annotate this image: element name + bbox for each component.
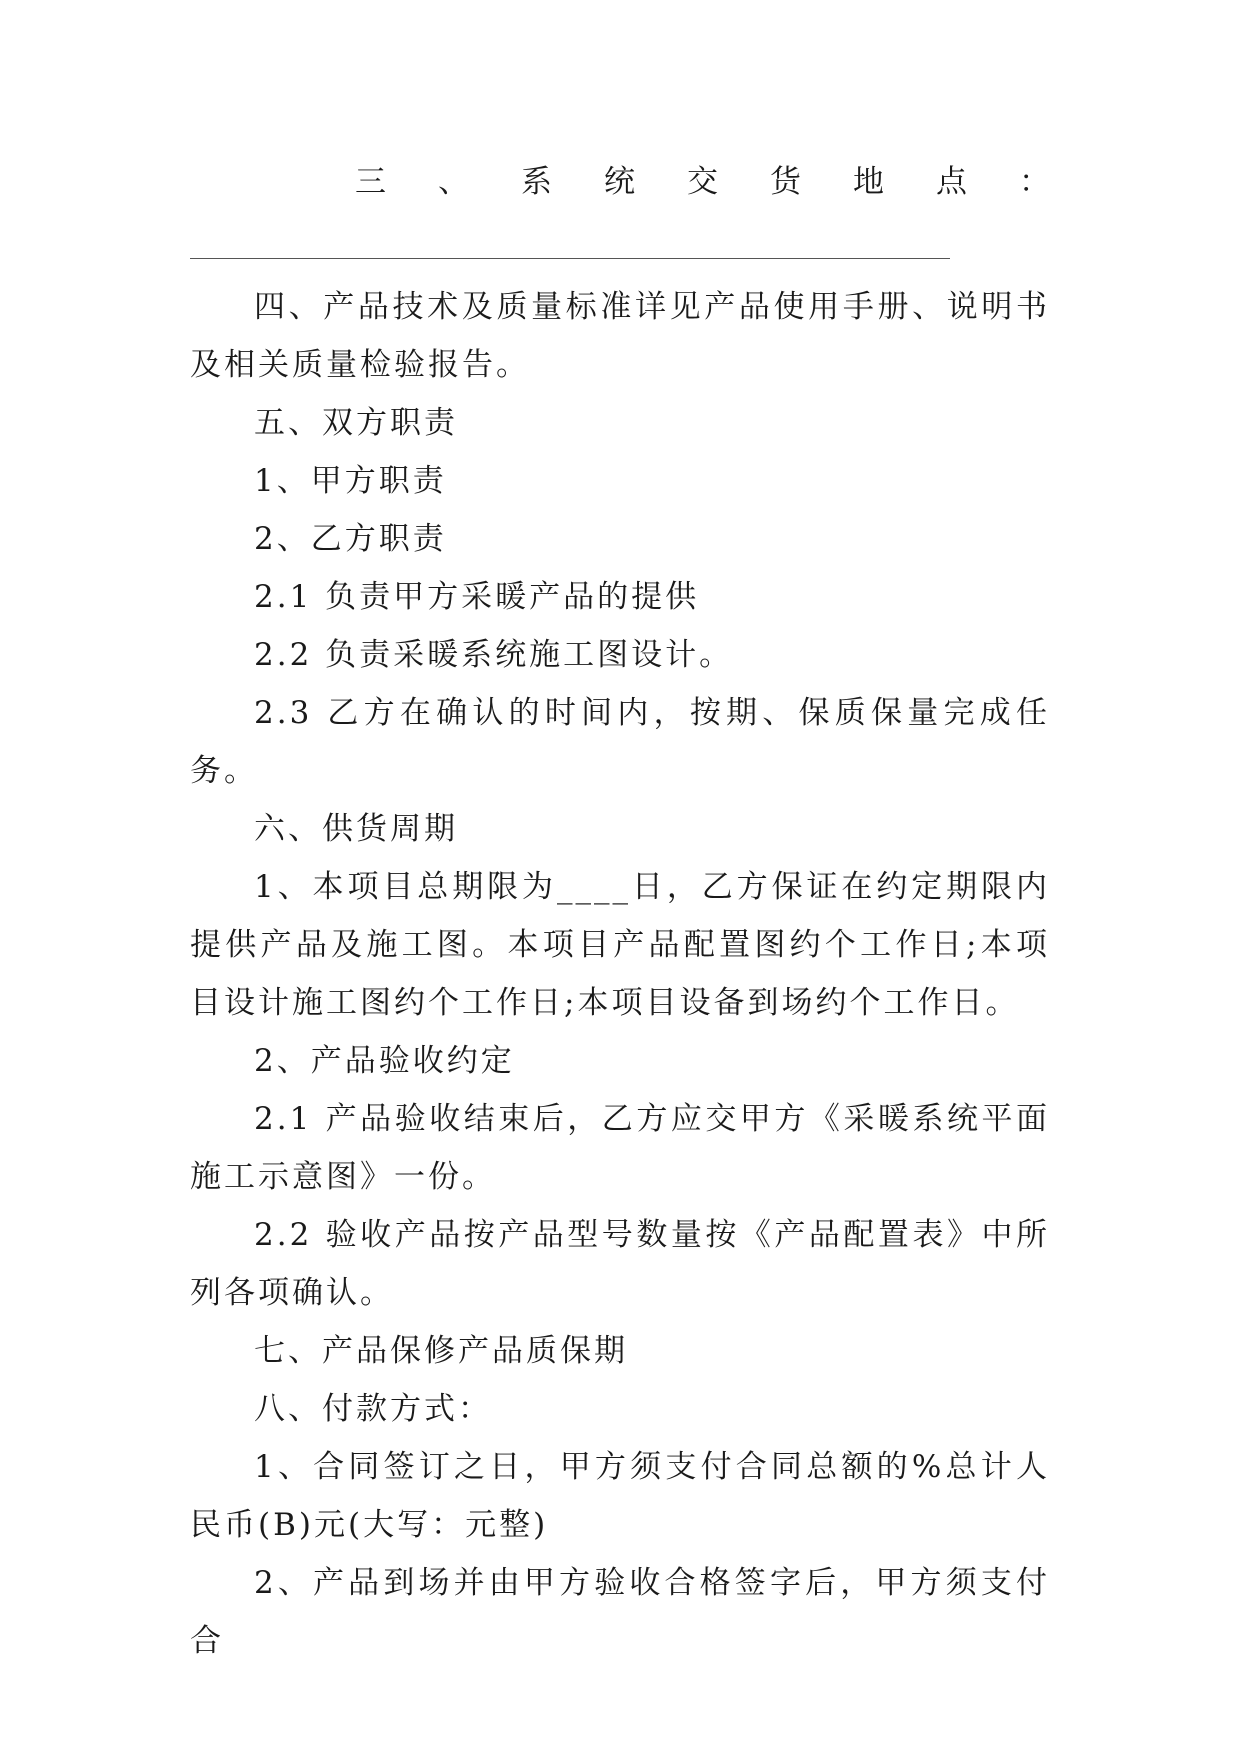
heading-char: 、 — [438, 164, 469, 200]
section-heading-delivery-location — [355, 160, 1050, 204]
heading-char: 货 — [770, 164, 801, 200]
heading-char: 三 — [355, 164, 386, 200]
paragraph-item-2-1: 2.1 负责甲方采暖产品的提供 — [254, 579, 700, 615]
paragraph-acceptance-2-1: 2.1 产品验收结束后，乙方应交甲方《采暖系统平面施工示意图》一份。 — [190, 1101, 1050, 1195]
paragraph-acceptance-2-2: 2.2 验收产品按产品型号数量按《产品配置表》中所列各项确认。 — [190, 1217, 1050, 1311]
heading-char: 系 — [521, 164, 552, 200]
heading-char: ： — [1019, 164, 1050, 200]
paragraph-party-b-duties: 2、乙方职责 — [254, 521, 447, 557]
paragraph-section-responsibilities: 五、双方职责 — [254, 405, 458, 441]
heading-char: 点 — [936, 164, 967, 200]
heading-char: 交 — [687, 164, 718, 200]
heading-char: 地 — [853, 164, 884, 200]
paragraph-payment-1: 1、合同签订之日，甲方须支付合同总额的%总计人民币(B)元(大写：元整) — [190, 1449, 1050, 1543]
paragraph-project-term: 1、本项目总期限为____日，乙方保证在约定期限内提供产品及施工图。本项目产品配置图约个工作日;本项目设计施工图约个工作日;本项目设备到场约个工作日。 — [190, 869, 1050, 1021]
heading-char: 统 — [604, 164, 635, 200]
paragraph-item-2-2: 2.2 负责采暖系统施工图设计。 — [254, 637, 734, 673]
paragraph-item-2-3: 2.3 乙方在确认的时间内，按期、保质保量完成任务。 — [190, 695, 1050, 789]
paragraph-section-warranty: 七、产品保修产品质保期 — [254, 1333, 628, 1369]
document-body — [190, 278, 1050, 1670]
paragraph-acceptance-terms: 2、产品验收约定 — [254, 1043, 515, 1079]
paragraph-section-supply-period: 六、供货周期 — [254, 811, 458, 847]
paragraph-party-a-duties: 1、甲方职责 — [254, 463, 447, 499]
fill-in-underline — [190, 258, 950, 259]
paragraph-section-payment: 八、付款方式： — [254, 1391, 492, 1427]
paragraph-product-standards: 四、产品技术及质量标准详见产品使用手册、说明书及相关质量检验报告。 — [190, 289, 1050, 383]
paragraph-payment-2: 2、产品到场并由甲方验收合格签字后，甲方须支付合 — [190, 1565, 1050, 1659]
